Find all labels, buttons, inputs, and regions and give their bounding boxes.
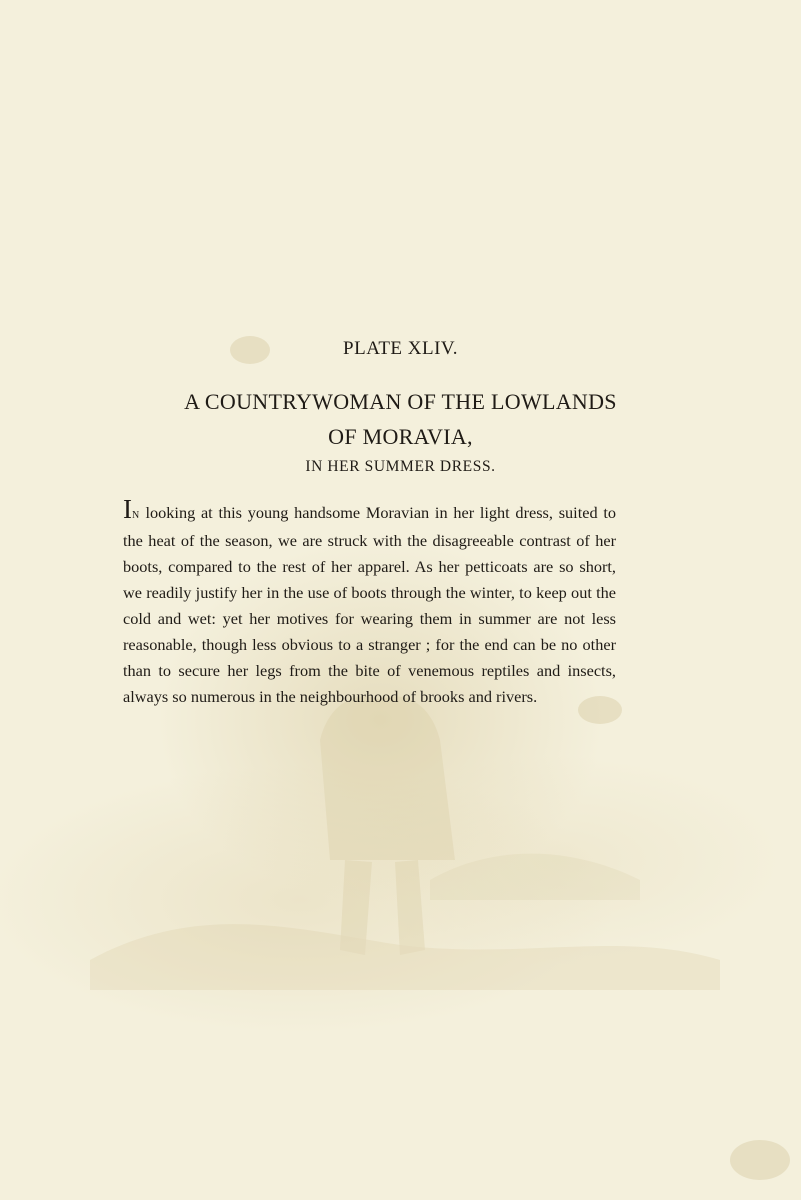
title-line-1: A COUNTRYWOMAN OF THE LOWLANDS — [184, 389, 617, 414]
drop-cap: I — [123, 494, 132, 524]
ghost-figure-body — [320, 696, 455, 860]
lead-word-small-caps: n — [132, 507, 140, 522]
plate-number: PLATE XLIV. — [343, 338, 458, 359]
ghost-hill — [430, 854, 640, 900]
ghost-ground — [90, 924, 720, 990]
paragraph-text: looking at this young handsome Moravian in her light dress, suited to the heat of the season, we are struck with the disagreeable contrast of her boots, compared to the rest of her apparel. As her petticoats are so short, we readily justify her in the use of boots through the winter, to keep out the cold and wet: yet her motives for wearing them in summer are not less reasonable, though less obvious to a stranger ; for the end can be no other than to secure her legs from the bite of venemous reptiles and insects, always so numerous in the neighbourhood of brooks and rivers. — [123, 503, 616, 706]
page-title — [0, 384, 801, 454]
body-paragraph — [123, 496, 616, 710]
subtitle: IN HER SUMMER DRESS. — [305, 458, 496, 475]
ghost-figure-legs — [340, 860, 425, 955]
title-line-2: OF MORAVIA, — [328, 424, 473, 449]
ghost-stain-2 — [730, 1140, 790, 1180]
